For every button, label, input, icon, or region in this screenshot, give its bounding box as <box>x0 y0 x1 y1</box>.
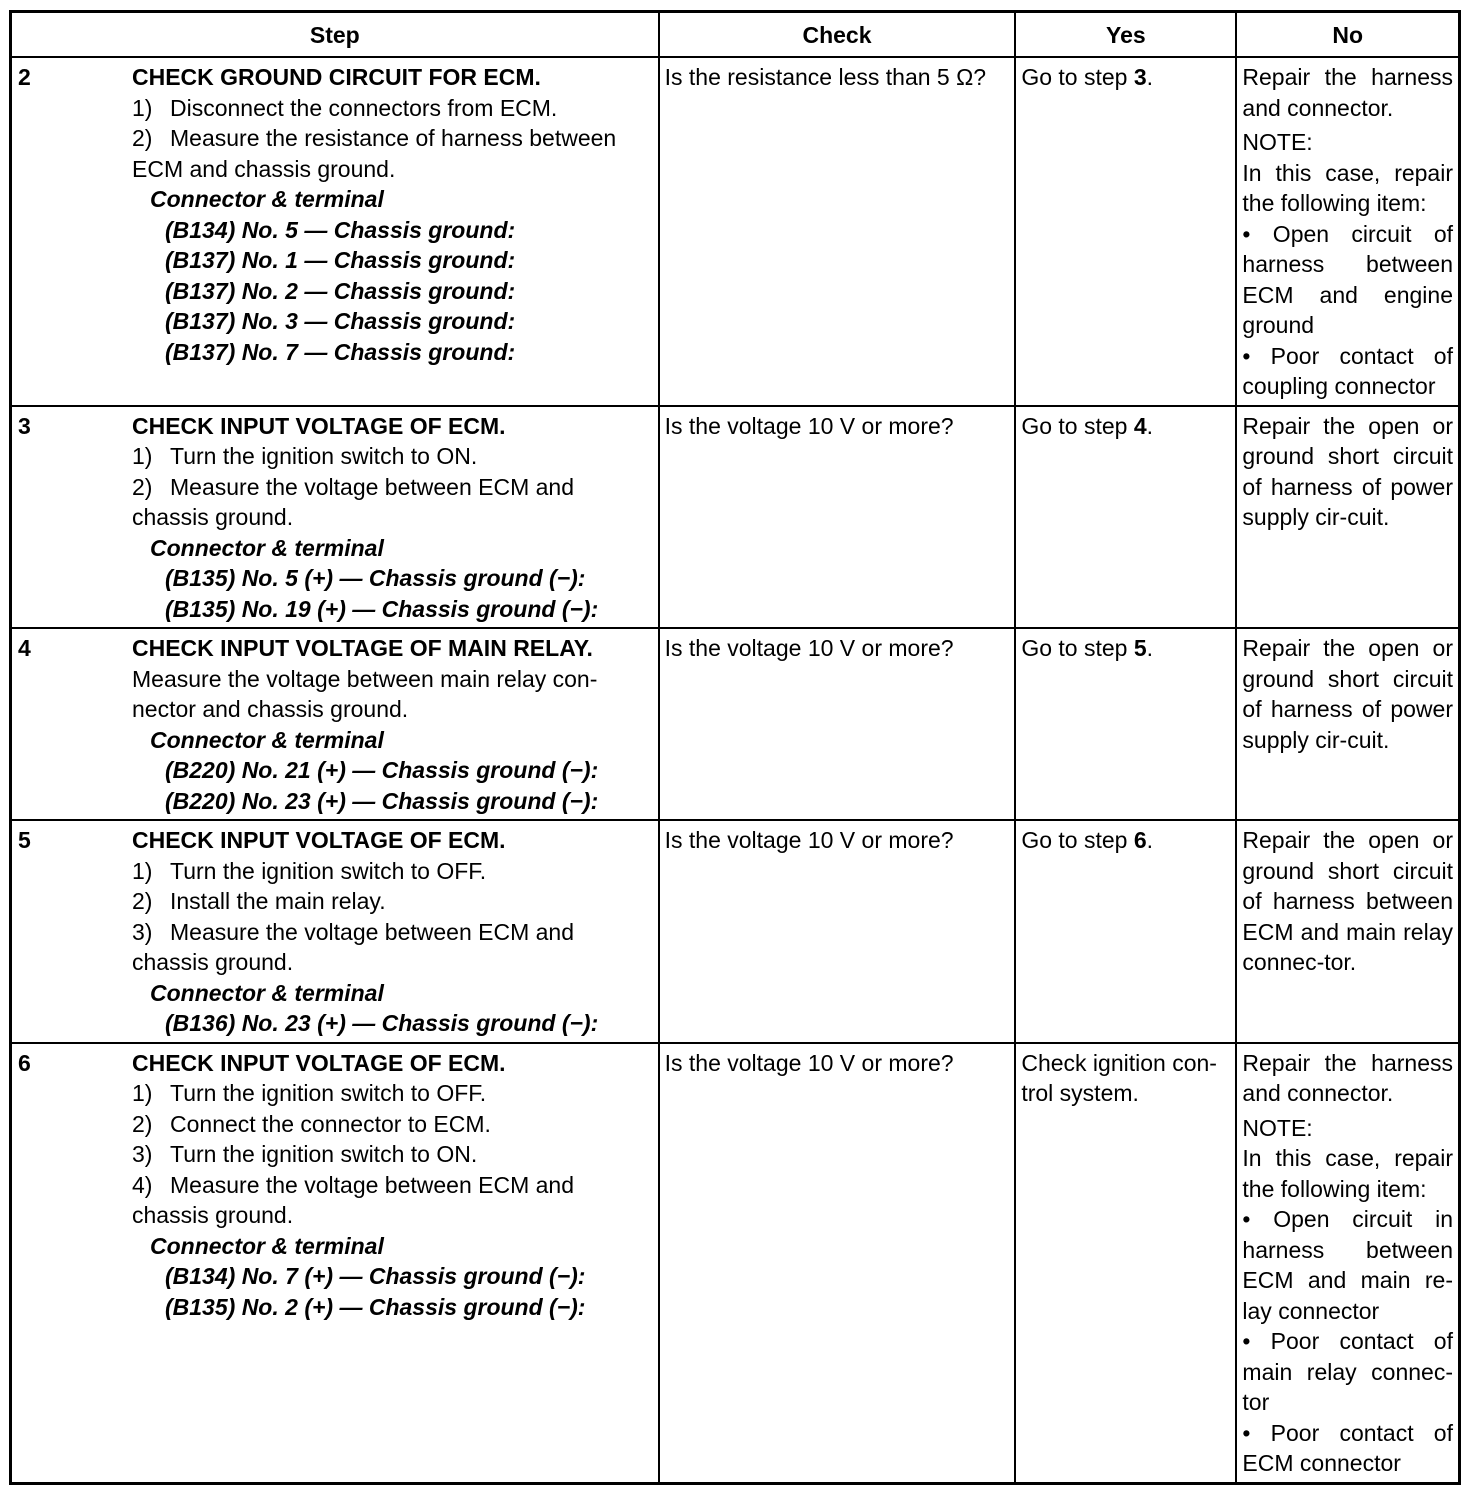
step-title: CHECK INPUT VOLTAGE OF ECM. <box>132 1049 506 1076</box>
step-cell <box>11 1043 659 1484</box>
header-step: Step <box>11 12 659 58</box>
substep <box>132 856 652 887</box>
check-cell: Is the resistance less than 5 Ω? <box>659 57 1016 406</box>
no-action: Repair the harness and connector. <box>1242 1049 1453 1106</box>
substep-number: 3) <box>132 1141 153 1167</box>
check-cell: Is the voltage 10 V or more? <box>659 820 1016 1043</box>
step-cell <box>11 57 659 406</box>
note-heading: NOTE: <box>1242 1114 1313 1141</box>
yes-suffix: . <box>1146 827 1154 853</box>
terminal-line: (B136) No. 23 (+) — Chassis ground (−): <box>165 1010 599 1036</box>
note-intro: In this case, repair the following item: <box>1242 1145 1453 1202</box>
terminal-line: (B137) No. 2 — Chassis ground: <box>165 277 516 304</box>
step-number: 4 <box>18 635 31 661</box>
note-bullet: • Open circuit in harness between ECM and main re-lay connector <box>1242 1206 1453 1324</box>
step-number: 6 <box>18 1049 31 1076</box>
terminal-line: (B137) No. 7 — Chassis ground: <box>165 338 516 365</box>
yes-text: Go to step <box>1021 827 1134 853</box>
substep-number: 1) <box>132 1080 153 1106</box>
header-yes: Yes <box>1015 12 1236 58</box>
terminal-line: (B220) No. 23 (+) — Chassis ground (−): <box>165 787 599 814</box>
connector-label: Connector & terminal <box>150 726 384 753</box>
note-bullet: • Poor contact of ECM connector <box>1242 1419 1453 1476</box>
step-body <box>132 1048 652 1323</box>
no-cell <box>1236 1043 1459 1484</box>
terminal-line: (B137) No. 1 — Chassis ground: <box>165 247 516 273</box>
substep-number: 4) <box>132 1171 153 1198</box>
no-action: Repair the open or ground short circuit of harness of power supply cir-cuit. <box>1242 635 1453 753</box>
no-action: Repair the open or ground short circuit of harness between ECM and main relay connec-tor. <box>1242 827 1453 975</box>
substep-number: 2) <box>132 888 153 914</box>
step-cell <box>11 628 659 820</box>
substep <box>132 1170 652 1231</box>
terminal-line: (B137) No. 3 — Chassis ground: <box>165 308 516 334</box>
substep <box>132 886 652 917</box>
table-row <box>11 57 1460 406</box>
substep <box>132 1078 652 1109</box>
header-check: Check <box>659 12 1016 58</box>
substep <box>132 93 652 124</box>
note-bullet: • Open circuit of harness between ECM and engine ground <box>1242 220 1453 338</box>
note-bullet: • Poor contact of main relay connec-tor <box>1242 1328 1453 1415</box>
substep-number: 2) <box>132 1110 153 1137</box>
check-cell: Is the voltage 10 V or more? <box>659 1043 1016 1484</box>
substep-text: Connect the connector to ECM. <box>170 1110 491 1137</box>
substep <box>132 917 652 978</box>
substep-number: 3) <box>132 918 153 945</box>
substep-text: Measure the resistance of harness between ECM and chassis ground. <box>132 125 617 182</box>
header-no: No <box>1236 12 1459 58</box>
step-body <box>132 825 652 1039</box>
terminal-line: (B220) No. 21 (+) — Chassis ground (−): <box>165 757 599 783</box>
substep-text: Measure the voltage between ECM and chassis ground. <box>132 918 575 975</box>
yes-cell <box>1015 1043 1236 1484</box>
table-row <box>11 628 1460 820</box>
substep-text: Measure the voltage between ECM and chassis ground. <box>132 1171 575 1228</box>
substep-number: 2) <box>132 125 153 151</box>
step-body <box>132 633 652 816</box>
note-heading: NOTE: <box>1242 129 1313 155</box>
substep-text: Turn the ignition switch to ON. <box>170 1141 478 1167</box>
yes-step-number: 5 <box>1133 635 1147 661</box>
step-intro: Measure the voltage between main relay con-nector and chassis ground. <box>132 665 598 722</box>
substep-number: 2) <box>132 473 153 500</box>
no-cell <box>1236 820 1459 1043</box>
terminal-line: (B134) No. 5 — Chassis ground: <box>165 216 516 243</box>
header-row <box>11 12 1460 58</box>
step-title: CHECK GROUND CIRCUIT FOR ECM. <box>132 64 541 90</box>
step-title: CHECK INPUT VOLTAGE OF MAIN RELAY. <box>132 635 593 661</box>
step-cell <box>11 406 659 629</box>
check-cell: Is the voltage 10 V or more? <box>659 406 1016 629</box>
substep-number: 1) <box>132 443 153 469</box>
substep <box>132 1109 652 1140</box>
step-body <box>132 411 652 625</box>
no-cell <box>1236 57 1459 406</box>
substep-text: Turn the ignition switch to OFF. <box>170 1080 487 1106</box>
terminal-line: (B134) No. 7 (+) — Chassis ground (−): <box>165 1263 586 1289</box>
step-number: 2 <box>18 64 31 90</box>
yes-cell <box>1015 820 1236 1043</box>
step-title: CHECK INPUT VOLTAGE OF ECM. <box>132 827 506 853</box>
no-action: Repair the open or ground short circuit of harness of power supply cir-cuit. <box>1242 412 1453 530</box>
substep-text: Turn the ignition switch to OFF. <box>170 857 487 884</box>
yes-suffix: . <box>1146 412 1154 439</box>
substep-number: 1) <box>132 94 153 121</box>
step-body <box>132 62 652 367</box>
yes-step-number: 6 <box>1133 827 1147 853</box>
no-action: Repair the harness and connector. <box>1242 64 1453 121</box>
step-cell <box>11 820 659 1043</box>
yes-text: Go to step <box>1021 412 1134 439</box>
terminal-line: (B135) No. 2 (+) — Chassis ground (−): <box>165 1293 586 1320</box>
step-number: 3 <box>18 412 31 439</box>
substep-number: 1) <box>132 857 153 884</box>
substep <box>132 1139 652 1170</box>
yes-text: Go to step <box>1021 64 1134 90</box>
yes-suffix: . <box>1146 635 1154 661</box>
table-body <box>11 57 1460 1483</box>
step-title: CHECK INPUT VOLTAGE OF ECM. <box>132 412 506 439</box>
step-number: 5 <box>18 827 31 853</box>
substep <box>132 123 652 184</box>
yes-suffix: . <box>1146 64 1154 90</box>
no-cell <box>1236 628 1459 820</box>
substep <box>132 472 652 533</box>
terminal-line: (B135) No. 5 (+) — Chassis ground (−): <box>165 565 586 591</box>
no-cell <box>1236 406 1459 629</box>
yes-step-number: 4 <box>1133 412 1147 439</box>
yes-cell <box>1015 57 1236 406</box>
table-row <box>11 820 1460 1043</box>
substep <box>132 441 652 472</box>
check-cell: Is the voltage 10 V or more? <box>659 628 1016 820</box>
note-bullet: • Poor contact of coupling connector <box>1242 342 1453 399</box>
connector-label: Connector & terminal <box>150 1232 384 1259</box>
yes-cell <box>1015 628 1236 820</box>
table-row <box>11 406 1460 629</box>
substep-text: Turn the ignition switch to ON. <box>170 443 478 469</box>
yes-text: Check ignition con-trol system. <box>1021 1049 1217 1106</box>
terminal-line: (B135) No. 19 (+) — Chassis ground (−): <box>165 595 599 622</box>
yes-cell <box>1015 406 1236 629</box>
connector-label: Connector & terminal <box>150 979 384 1006</box>
diagnostic-table <box>9 10 1461 1485</box>
table-row <box>11 1043 1460 1484</box>
substep-text: Measure the voltage between ECM and chassis ground. <box>132 473 575 530</box>
connector-label: Connector & terminal <box>150 186 384 212</box>
substep-text: Disconnect the connectors from ECM. <box>170 94 558 121</box>
substep-text: Install the main relay. <box>170 888 386 914</box>
yes-text: Go to step <box>1021 635 1134 661</box>
yes-step-number: 3 <box>1133 64 1147 90</box>
connector-label: Connector & terminal <box>150 534 384 561</box>
note-intro: In this case, repair the following item: <box>1242 159 1453 216</box>
